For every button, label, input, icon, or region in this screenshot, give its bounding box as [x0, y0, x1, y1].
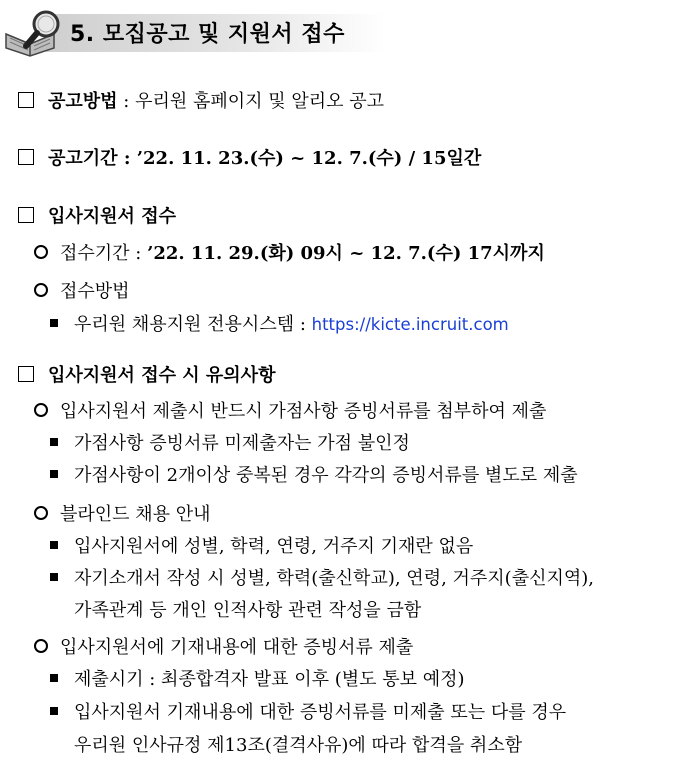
list-item [34, 636, 413, 660]
notice-method-label: 공고방법 [48, 91, 118, 112]
section-title: 5. 모집공고 및 지원서 접수 [70, 22, 345, 47]
notice-period-row [18, 147, 481, 171]
checkbox-icon [18, 149, 34, 165]
application-system-row [50, 313, 509, 337]
magnifier-book-icon [4, 8, 70, 58]
checkbox-icon [18, 207, 34, 223]
list-item-text: 입사지원서에 기재내용에 대한 증빙서류 제출 [60, 637, 414, 658]
square-bullet-icon [50, 438, 58, 446]
list-item-text: 블라인드 채용 안내 [60, 504, 211, 525]
list-item-text: 가점사항 증빙서류 미제출자는 가점 불인정 [74, 433, 410, 454]
application-period-text: ’22. 11. 29.(화) 09시 ~ 12. 7.(수) 17시까지 [147, 243, 545, 264]
square-bullet-icon [50, 541, 58, 549]
list-item-text: 입사지원서 제출시 반드시 가점사항 증빙서류를 첨부하여 제출 [60, 401, 547, 422]
list-item [50, 535, 473, 559]
list-item-text: 가점사항이 2개이상 중복된 경우 각각의 증빙서류를 별도로 제출 [74, 465, 578, 486]
checkbox-icon [18, 92, 34, 108]
square-bullet-icon [50, 319, 58, 327]
square-bullet-icon [50, 573, 58, 581]
square-bullet-icon [50, 674, 58, 682]
circle-bullet-icon [34, 283, 48, 297]
list-item [34, 503, 211, 527]
square-bullet-icon [50, 470, 58, 478]
list-item [50, 432, 410, 456]
notice-period-text: ’22. 11. 23.(수) ~ 12. 7.(수) / 15일간 [136, 148, 482, 169]
application-method-row [34, 280, 130, 304]
list-item [50, 701, 566, 725]
list-item-text: 입사지원서에 성별, 학력, 연령, 거주지 기재란 없음 [74, 536, 474, 557]
notice-period-label: 공고기간 [48, 148, 118, 169]
separator: : [117, 148, 137, 169]
list-item [50, 668, 465, 692]
circle-bullet-icon [34, 403, 48, 417]
circle-bullet-icon [34, 245, 48, 259]
separator: : [294, 314, 312, 335]
application-period-label: 접수기간 [60, 243, 130, 264]
precautions-heading [18, 364, 275, 388]
notice-method-row [18, 90, 384, 114]
application-heading [18, 205, 176, 229]
list-item-text: 입사지원서 기재내용에 대한 증빙서류를 미제출 또는 다를 경우 [74, 702, 567, 723]
precautions-heading-text: 입사지원서 접수 시 유의사항 [48, 365, 276, 386]
list-item-text: 자기소개서 작성 시 성별, 학력(출신학교), 연령, 거주지(출신지역), [74, 568, 595, 589]
list-item [50, 464, 578, 488]
list-item-continuation: 우리원 인사규정 제13조(결격사유)에 따라 합격을 취소함 [74, 735, 523, 756]
separator: : [117, 91, 136, 112]
list-item-text: 제출시기 : 최종합격자 발표 이후 (별도 통보 예정) [74, 669, 465, 690]
application-method-label: 접수방법 [60, 281, 130, 302]
list-item [50, 567, 594, 591]
application-heading-text: 입사지원서 접수 [48, 206, 176, 227]
application-period-row [34, 242, 545, 266]
separator: : [129, 243, 148, 264]
notice-method-text: 우리원 홈페이지 및 알리오 공고 [135, 91, 385, 112]
section-header [0, 0, 400, 62]
square-bullet-icon [50, 707, 58, 715]
checkbox-icon [18, 366, 34, 382]
circle-bullet-icon [34, 639, 48, 653]
application-url-link[interactable]: https://kicte.incruit.com [311, 315, 509, 334]
circle-bullet-icon [34, 506, 48, 520]
application-system-text: 우리원 채용지원 전용시스템 [74, 314, 295, 335]
list-item-continuation: 가족관계 등 개인 인적사항 관련 작성을 금함 [74, 600, 422, 621]
list-item [34, 400, 546, 424]
